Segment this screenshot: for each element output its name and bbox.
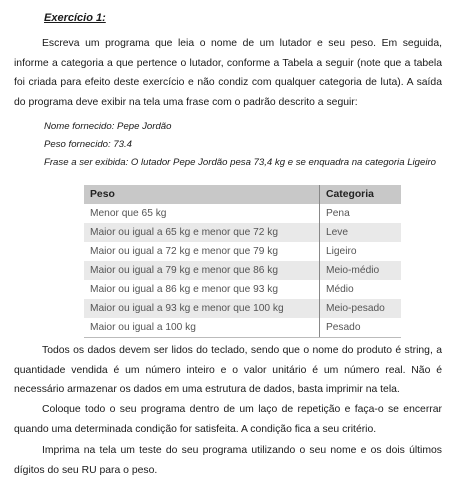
table-row xyxy=(84,204,401,223)
category-cell: Leve xyxy=(319,223,401,242)
sample-name-line: Nome fornecido: Pepe Jordão xyxy=(44,121,172,132)
table-header-row xyxy=(84,185,401,204)
intro-text: Escreva um programa que leia o nome de um lutador e seu peso. Em seguida, informe a categoria a que pertence o lutador, conforme a Tabela a seguir (note que a tabela foi criada para efeito deste exercício e não condiz com qualquer categoria de luta). A saída do programa deve exibir na tela uma frase com o padrão descrito a seguir: xyxy=(14,38,442,108)
category-cell: Médio xyxy=(319,280,401,299)
table-row xyxy=(84,242,401,261)
test-text: Imprima na tela um teste do seu programa utilizando o seu nome e os dois últimos dígitos do seu RU para o peso. xyxy=(14,445,442,476)
category-cell: Pesado xyxy=(319,318,401,338)
weight-cell: Maior ou igual a 72 kg e menor que 79 kg xyxy=(84,242,319,261)
category-cell: Pena xyxy=(319,204,401,223)
table-row xyxy=(84,280,401,299)
category-cell: Ligeiro xyxy=(319,242,401,261)
table-row xyxy=(84,299,401,318)
table-row xyxy=(84,318,401,338)
loop-paragraph xyxy=(14,400,442,439)
header-category: Categoria xyxy=(319,185,401,204)
weight-cell: Maior ou igual a 86 kg e menor que 93 kg xyxy=(84,280,319,299)
category-cell: Meio-médio xyxy=(319,261,401,280)
category-cell: Meio-pesado xyxy=(319,299,401,318)
sample-output-line: Frase a ser exibida: O lutador Pepe Jordão pesa 73,4 kg e se enquadra na categoria Ligeiro xyxy=(44,157,436,168)
loop-text: Coloque todo o seu programa dentro de um laço de repetição e faça-o se encerrar quando uma determinada condição for satisfeita. A condição fica a seu critério. xyxy=(14,404,442,435)
exercise-title: Exercício 1: xyxy=(44,12,106,24)
weight-cell: Maior ou igual a 65 kg e menor que 72 kg xyxy=(84,223,319,242)
input-text: Todos os dados devem ser lidos do teclado, sendo que o nome do produto é string, a quantidade vendida é um número inteiro e o valor unitário é um número real. Não é necessário armazenar os dados em uma estrutura de dados, basta imprimir na tela. xyxy=(14,345,442,395)
header-weight: Peso xyxy=(84,185,319,204)
weight-cell: Maior ou igual a 79 kg e menor que 86 kg xyxy=(84,261,319,280)
input-paragraph xyxy=(14,341,442,400)
weight-cell: Menor que 65 kg xyxy=(84,204,319,223)
table-row xyxy=(84,261,401,280)
category-table xyxy=(84,185,401,338)
test-paragraph xyxy=(14,441,442,480)
table-row xyxy=(84,223,401,242)
intro-paragraph xyxy=(14,34,442,112)
sample-weight-line: Peso fornecido: 73.4 xyxy=(44,139,133,150)
weight-cell: Maior ou igual a 93 kg e menor que 100 kg xyxy=(84,299,319,318)
weight-cell: Maior ou igual a 100 kg xyxy=(84,318,319,338)
sample-block xyxy=(44,118,436,172)
